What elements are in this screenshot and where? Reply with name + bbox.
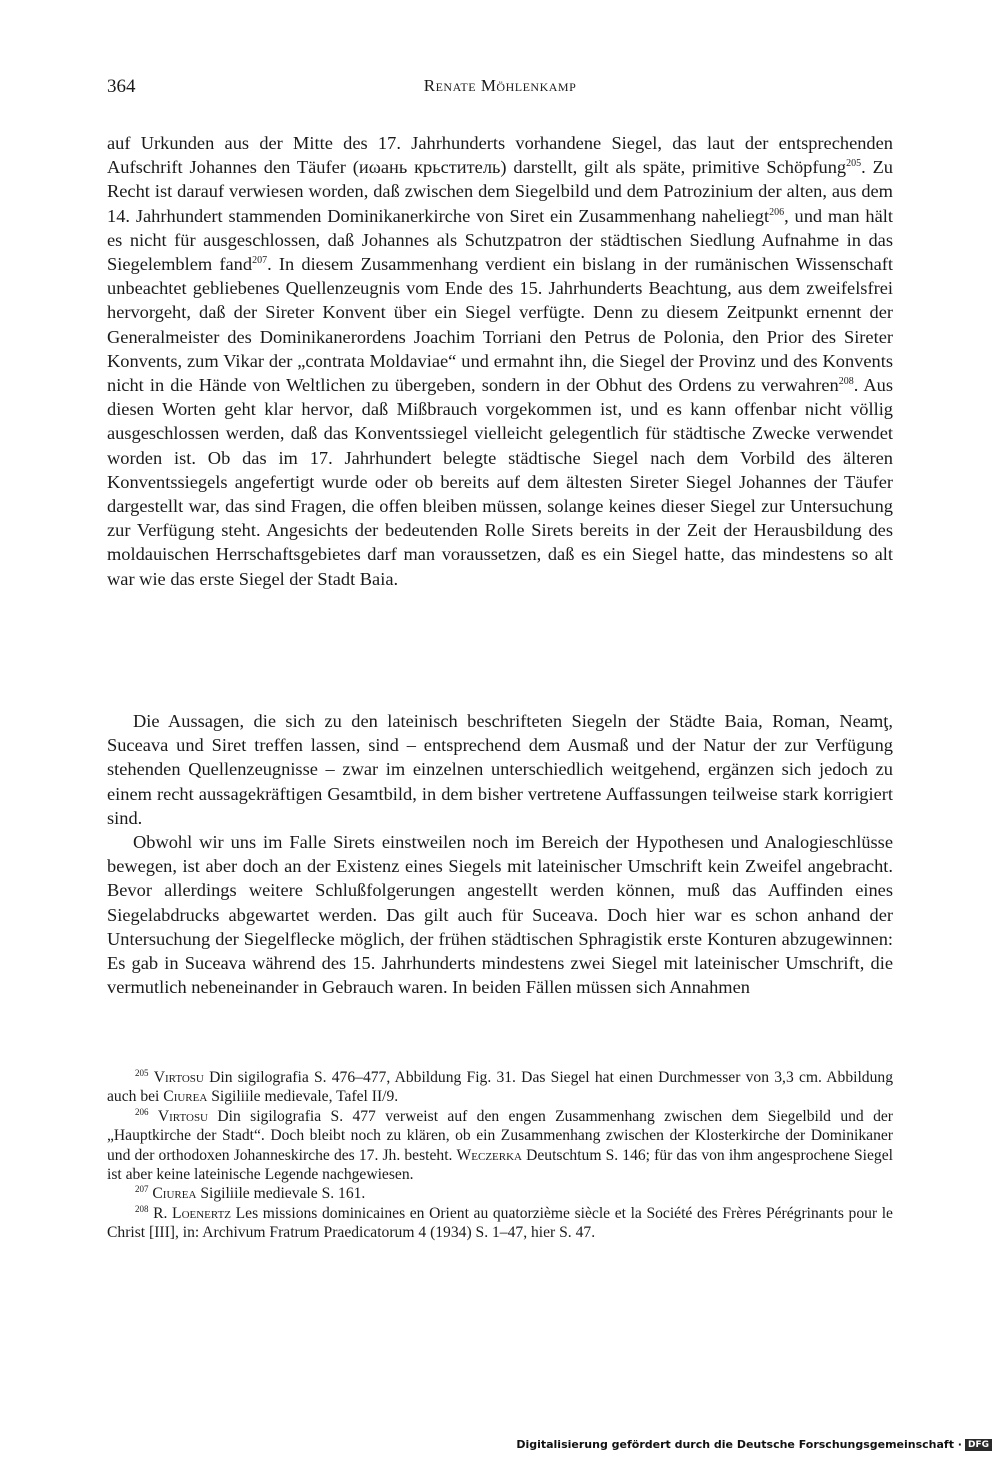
footnote-author: Ciurea [163,1088,208,1106]
footnote-ref-207[interactable]: 207 [252,255,268,267]
footnote-number: 206 [135,1106,149,1117]
footnote-text: Sigiliile medievale, Tafel II/9. [207,1088,399,1106]
text-run: . Aus diesen Worten geht klar hervor, daß Mißbrauch vorgekommen ist, und es kann offenbar nicht völlig ausgeschlossen werden, daß das Konventssiegel vielleicht gelegentlich für städtische Zwecke verwendet worden ist. Ob das im 17. Jahrhundert belegte städtische Siegel nach dem Vorbild des älteren Konventssiegels angefertigt wurde oder ob bereits auf dem ältesten Sireter Siegel Johannes der Täufer dargestellt war, das sind Fragen, die offen bleiben müssen, solange keines dieser Siegel zur Untersuchung zur Verfügung steht. Angesichts der bedeutenden Rolle Sirets bereits in der Zeit der Herausbildung des moldauischen Herrschaftsgebietes darf man voraussetzen, daß es ein Siegel hatte, das mindestens so alt war wie das erste Siegel der Stadt Baia. [107,375,893,589]
footnote-author: Weczerka [456,1146,522,1164]
funding-text: Digitalisierung gefördert durch die Deutsche Forschungsgemeinschaft · [516,1438,962,1451]
footnote-text: Sigiliile medievale S. 161. [196,1185,366,1203]
footnote-208 [107,1204,893,1243]
text-run: auf Urkunden aus der Mitte des 17. Jahrhunderts vorhandene Siegel, das laut der entsprechenden Aufschrift Johannes den Täufer (иωань крьститель) darstellt, gilt als späte, primitive Schöpfung [107,133,893,178]
footnotes [107,1068,893,1243]
paragraph-1 [107,131,893,591]
paragraph-2: Die Aussagen, die sich zu den lateinisch beschrifteten Siegeln der Städte Baia, Roman, Neamţ, Suceava und Siret treffen lassen, sind – entsprechend dem Ausmaß und der Natur der zur Verfügung stehenden Quellenzeugnisse – zwar im einzelnen unterschiedlich weitgehend, ergänzen sich jedoch zu einem recht aussagekräftigen Gesamtbild, in dem bisher vertretene Auffassungen teilweise stark korrigiert sind. [107,711,893,828]
text-run: . In diesem Zusammenhang verdient ein bislang in der rumänischen Wissenschaft unbeachtet gebliebenes Quellenzeugnis vom Ende des 15. Jahrhunderts Beachtung, aus dem zweifelsfrei hervorgeht, daß der Sireter Konvent über ein Siegel verfügte. Denn zu diesem Zeitpunkt ernennt der Generalmeister des Dominikanerordens Joachim Torriani den Petrus de Polonia, den Prior des Sireter Konvents, zum Vikar der „contrata Moldaviae“ und ermahnt ihn, die Siegel der Provinz und des Konvents nicht in die Hände von Weltlichen zu übergeben, sondern in der Obhut des Ordens zu verwahren [107,254,894,396]
footnote-text: Deutschtum S. 146; für das von ihm angesprochene Siegel ist aber keine lateinische Legende nachgewiesen. [107,1146,893,1184]
footnote-number: 207 [135,1184,149,1195]
footnote-207 [107,1184,893,1203]
footnote-text: Din sigilografia S. 476–477, Abbildung Fig. 31. Das Siegel hat einen Durchmesser von 3,3 cm. Abbildung auch bei [107,1069,893,1106]
main-text-block-1 [107,131,893,591]
footnote-ref-205[interactable]: 205 [846,158,862,170]
footnote-text: Les missions dominicaines en Orient au quatorzième siècle et la Société des Frères Pérégrinants pour le Christ [III], in: Archivum Fratrum Praedicatorum 4 (1934) S. 1–47, hier S. 47. [107,1204,893,1242]
footnote-number: 205 [135,1068,149,1078]
page-header [107,76,893,106]
page-number: 364 [107,76,136,97]
paragraph-3: Obwohl wir uns im Falle Sirets einstweilen noch im Bereich der Hypothesen und Analogieschlüsse bewegen, ist aber doch an der Existenz eines Siegels mit lateinischer Umschrift kein Zweifel angebracht. Bevor allerdings weitere Schlußfolgerungen angestellt werden können, muß das Auffinden eines Siegelabdrucks abgewartet werden. Das gilt auch für Suceava. Doch hier war es schon anhand der Untersuchung der Siegelflecke möglich, der frühen städtischen Sphragistik erste Konturen abzugewinnen: Es gab in Suceava während des 15. Jahrhunderts mindestens zwei Siegel mit lateinischer Umschrift, die vermutlich nebeneinander in Gebrauch waren. In beiden Fällen müssen sich Annahmen [107,832,893,998]
funding-notice [516,1438,992,1451]
dfg-logo-icon: DFG [965,1439,992,1451]
running-head: Renate Möhlenkamp [423,76,577,95]
footnote-206 [107,1107,893,1185]
text-run: . Zu Recht ist darauf verwiesen worden, daß zwischen dem Siegelbild und dem Patrozinium der alten, aus dem 14. Jahrhundert stammenden Dominikanerkirche von Siret ein Zusammenhang naheliegt [107,157,893,226]
footnote-author: Ciurea [152,1185,197,1203]
footnote-author: R. Loenertz [153,1204,232,1222]
main-text-block-2 [107,709,893,999]
footnote-ref-208[interactable]: 208 [838,376,854,388]
text-run: , und man hält es nicht für ausgeschlossen, daß Johannes als Schutzpatron der städtischen Siedlung Aufnahme in das Siegelemblem fand [107,205,893,275]
footnote-author: Virtosu [153,1069,204,1086]
footnote-author: Virtosu [157,1107,209,1125]
footnote-ref-206[interactable]: 206 [769,206,785,218]
footnote-number: 208 [135,1203,149,1214]
footnote-205 [107,1068,893,1107]
footnote-text: Din sigilografia S. 477 verweist auf den engen Zusammenhang zwischen dem Siegelbild und der „Hauptkirche der Stadt“. Doch bleibt noch zu klären, ob ein Zusammenhang zwischen der Klosterkirche der Dominikaner und der orthodoxen Johanneskirche des 17. Jh. besteht. [107,1107,893,1164]
